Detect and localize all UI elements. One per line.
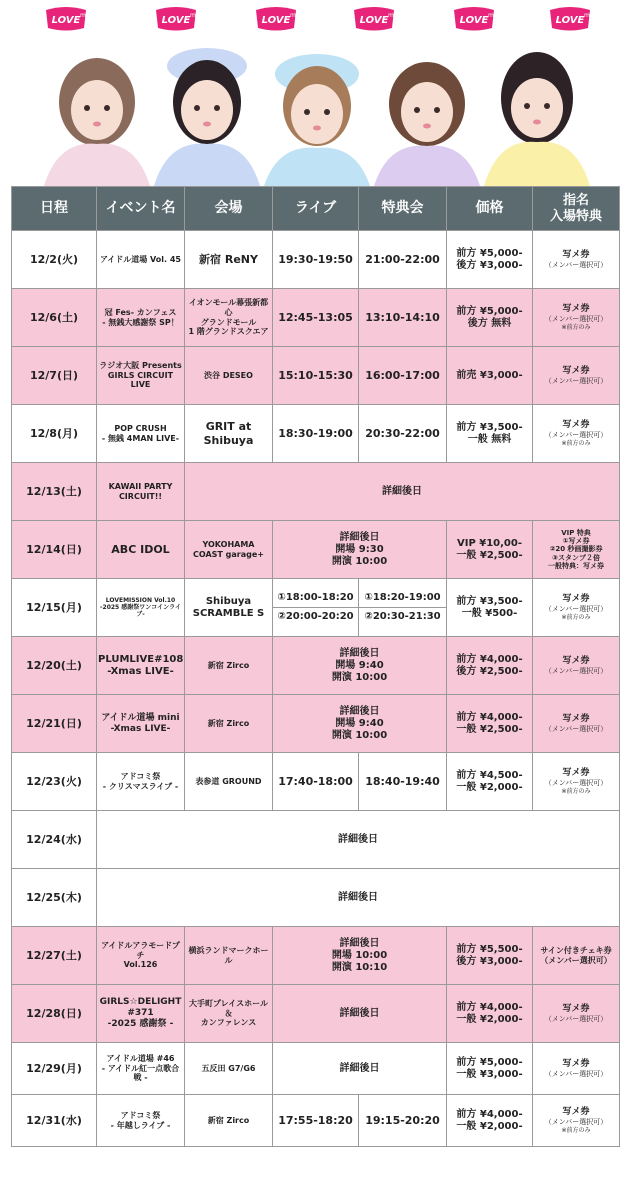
venue-line: YOKOHAMA [202,539,255,549]
price-line: 一般 ¥2,500- [456,723,523,735]
perk-main: 写メ券 [562,594,590,605]
event-line: KAWAII PARTY [108,481,173,491]
price-line: 一般 ¥2,000- [456,1013,523,1025]
event-line: アイドル道場 Vol. 45 [99,254,181,264]
details-line: 開場 9:40 [335,717,384,729]
details-later-cell [273,985,447,1043]
details-later-cell [273,927,447,985]
table-row [12,579,620,637]
date-cell: 12/27(土) [12,927,97,985]
perk-main: 写メ券 [562,1107,590,1118]
perk-cell [533,695,620,753]
logo-text: LOVE [555,15,585,26]
date-cell: 12/14(日) [12,521,97,579]
event-cell [97,231,185,289]
details-line: 詳細後日 [339,937,380,949]
price-line: 前方 ¥3,500- [456,595,523,607]
date-cell: 12/8(月) [12,405,97,463]
bonus-time-cell: 13:10-14:10 [359,289,447,347]
venue-line: 横浜ランドマークホール [188,945,269,965]
perk-sub: （メンバー選択可） [544,666,608,675]
table-row [12,695,620,753]
venue-line: 新宿 Zirco [207,660,250,670]
venue-cell [185,753,273,811]
perk-sub: （メンバー選択可） [544,431,608,440]
event-cell [97,405,185,463]
date-cell: 12/7(日) [12,347,97,405]
perk-sub: （メンバー選択可） [544,605,608,614]
venue-line: 新宿 ReNY [199,252,258,266]
event-line: ラジオ大阪 Presents [99,361,182,371]
logo-sub: me [190,12,200,19]
venue-line: Shibuya [205,595,252,607]
price-line: 一般 ¥3,000- [456,1068,523,1080]
perk-line: VIP 特典 [561,528,591,537]
event-line: GIRLS☆DELIGHT [99,997,182,1008]
perk-cell [533,927,620,985]
event-line: - クリスマスライブ - [102,781,179,791]
perk-line: ③スタンプ２倍 [552,553,600,562]
perk-cell [533,1095,620,1147]
event-line: アイドル道場 mini [101,712,180,723]
brand-logo [448,6,500,32]
venue-cell [185,289,273,347]
logo-sub: me [80,12,90,19]
logo-text: LOVE [261,15,291,26]
price-cell [447,521,533,579]
event-line: GIRLS CIRCUIT LIVE [107,370,174,390]
perk-cell [533,985,620,1043]
perk-main: 写メ券 [562,304,590,315]
bonus-time-cell: 20:30-22:00 [359,405,447,463]
event-line: -2025 感謝祭ワンコインライブ- [100,603,181,619]
brand-logo [544,6,596,32]
logo-sub: me [488,12,498,19]
price-line: 前方 ¥4,500- [456,769,523,781]
schedule-body [12,231,620,1147]
price-line: VIP ¥10,00- [456,537,522,549]
event-line: -2025 感謝祭 - [107,1018,174,1029]
perk-main: 写メ券 [562,713,590,724]
event-cell [97,1043,185,1095]
brand-logo [250,6,302,32]
details-later-cell [273,637,447,695]
perk-main: 写メ券 [562,1003,590,1014]
perk-sub: （メンバー選択可） [544,376,608,385]
price-line: 前方 ¥5,500- [456,943,523,955]
price-cell [447,927,533,985]
details-line: 開演 10:00 [331,555,388,567]
live-time-cell: 19:30-19:50 [273,231,359,289]
event-line: #371 [127,1008,154,1019]
logo-text: LOVE [359,15,389,26]
event-line: - 年越しライブ - [110,1120,171,1130]
header-banner [0,0,631,186]
perk-cell [533,1043,620,1095]
header-bonus: 特典会 [359,187,447,231]
logo-text: LOVE [161,15,191,26]
date-cell: 12/24(水) [12,811,97,869]
price-line: 前方 ¥3,500- [456,421,523,433]
bonus-time-cell: 16:00-17:00 [359,347,447,405]
event-line: 冠 Fes- カンフェス [104,307,177,317]
perk-cell [533,289,620,347]
perk-sub: （メンバー選択可） [544,724,608,733]
venue-line: 大手町プレイスホール＆ [188,999,269,1018]
perk-main: 写メ券 [562,249,590,260]
header-event: イベント名 [97,187,185,231]
price-line: 一般 ¥2,000- [456,781,523,793]
table-row [12,869,620,927]
logo-sub: me [290,12,300,19]
member-photo [148,40,266,186]
event-cell [97,927,185,985]
price-line: 前方 ¥5,000- [456,247,523,259]
event-line: LOVEMISSION Vol.10 [105,596,176,604]
price-line: 前方 ¥4,000- [456,1108,523,1120]
live-time-cell: 17:40-18:00 [273,753,359,811]
live-time-cell: 12:45-13:05 [273,289,359,347]
price-cell [447,347,533,405]
details-later-cell [273,521,447,579]
bonus-time-cell: 19:15-20:20 [359,1095,447,1147]
details-line: 詳細後日 [339,1007,380,1019]
price-cell [447,985,533,1043]
event-cell [97,695,185,753]
perk-main: サイン付きチェキ券 [540,945,612,955]
event-cell [97,289,185,347]
event-cell [97,579,185,637]
logo-text: LOVE [459,15,489,26]
bonus-slot: ②20:30-21:30 [364,611,441,622]
venue-line: 1 階グランドスクエア [188,327,269,337]
venue-cell [185,695,273,753]
perk-main: 写メ券 [562,1058,590,1069]
venue-line: 渋谷 DESEO [204,370,253,380]
perk-sub: （メンバー選択可） [544,779,608,788]
venue-cell [185,231,273,289]
event-cell [97,637,185,695]
details-line: 詳細後日 [339,705,380,717]
header-venue: 会場 [185,187,273,231]
date-cell: 12/28(日) [12,985,97,1043]
perk-cell [533,753,620,811]
perk-sub: （メンバー選択可） [540,955,612,965]
event-line: PLUMLIVE#108 [98,653,184,665]
logo-strip [0,6,631,36]
perk-main: 写メ券 [562,768,590,779]
price-cell [447,289,533,347]
table-row [12,637,620,695]
logo-sub: me [388,12,398,19]
date-cell: 12/21(日) [12,695,97,753]
perk-cell [533,405,620,463]
event-cell [97,753,185,811]
table-row [12,985,620,1043]
price-line: 一般 ¥2,000- [456,1120,523,1132]
event-cell [97,463,185,521]
event-cell [97,347,185,405]
price-line: 前方 ¥5,000- [456,305,523,317]
live-slot: ②20:00-20:20 [277,611,354,622]
date-cell: 12/23(火) [12,753,97,811]
bonus-time-cell: 21:00-22:00 [359,231,447,289]
table-row [12,231,620,289]
perk-sub: （メンバー選択可） [544,315,608,324]
bonus-time-cell [359,579,447,637]
perk-sub: （メンバー選択可） [544,1014,608,1023]
details-line: 詳細後日 [339,647,380,659]
event-line: アドコミ祭 [120,1110,161,1120]
price-line: 一般 ¥2,500- [456,549,523,561]
event-line: - アイドル紅一点歌合戦 - [101,1063,180,1083]
venue-cell [185,405,273,463]
price-line: 前売 ¥3,000- [456,369,523,381]
price-line: 後方 ¥2,500- [456,665,523,677]
live-slot: ①18:00-18:20 [273,589,358,608]
venue-cell [185,985,273,1043]
perk-line: 一般特典：写メ券 [548,562,604,571]
price-cell [447,1043,533,1095]
table-row [12,347,620,405]
member-photo [258,40,376,186]
venue-line: SCRAMBLE S [192,607,265,619]
header-price: 価格 [447,187,533,231]
header-date: 日程 [12,187,97,231]
price-line: 前方 ¥4,000- [456,653,523,665]
brand-logo [40,6,92,32]
live-time-cell [273,579,359,637]
header-perk-line2: 入場特典 [549,208,602,224]
perk-sub: （メンバー選択可） [544,1118,608,1127]
details-later-cell [273,695,447,753]
details-line: 詳細後日 [339,1062,380,1074]
event-line: -Xmas LIVE- [110,723,171,734]
price-line: 一般 無料 [467,433,512,445]
price-cell [447,579,533,637]
details-later-cell: 詳細後日 [97,869,620,927]
date-cell: 12/29(月) [12,1043,97,1095]
table-row [12,753,620,811]
perk-cell [533,231,620,289]
price-cell [447,231,533,289]
perk-main: 写メ券 [562,655,590,666]
venue-line: 新宿 Zirco [207,718,250,728]
price-line: 前方 ¥5,000- [456,1056,523,1068]
price-cell [447,753,533,811]
perk-note: ※前方のみ [561,613,591,621]
venue-cell [185,347,273,405]
live-time-cell: 15:10-15:30 [273,347,359,405]
event-line: CIRCUIT!! [118,491,163,501]
details-line: 詳細後日 [339,531,380,543]
table-row [12,463,620,521]
event-line: POP CRUSH [114,423,167,433]
table-row [12,521,620,579]
table-row [12,927,620,985]
table-header-row [12,187,620,231]
event-cell [97,985,185,1043]
event-line: アイドルアラモードプチ [101,941,180,960]
venue-cell [185,521,273,579]
table-row [12,811,620,869]
header-perk-line1: 指名 [562,192,589,208]
header-perk [533,187,620,231]
logo-sub: me [584,12,594,19]
date-cell: 12/6(土) [12,289,97,347]
perk-note: ※前方のみ [561,1126,591,1134]
price-line: 後方 ¥3,000- [456,259,523,271]
live-time-cell: 18:30-19:00 [273,405,359,463]
venue-cell [185,1095,273,1147]
event-line: -Xmas LIVE- [107,665,174,677]
event-line: Vol.126 [123,960,158,970]
venue-cell [185,579,273,637]
event-line: アドコミ祭 [120,771,161,781]
date-cell: 12/15(月) [12,579,97,637]
bonus-time-cell: 18:40-19:40 [359,753,447,811]
live-time-cell: 17:55-18:20 [273,1095,359,1147]
date-cell: 12/25(木) [12,869,97,927]
details-line: 開場 10:00 [331,949,388,961]
price-line: 前方 ¥4,000- [456,1001,523,1013]
details-line: 開場 9:40 [335,659,384,671]
price-line: 後方 無料 [467,317,512,329]
table-row [12,1043,620,1095]
date-cell: 12/31(水) [12,1095,97,1147]
details-later-cell [273,1043,447,1095]
venue-line: 表参道 GROUND [195,776,262,786]
perk-note: ※前方のみ [561,787,591,795]
table-row [12,1095,620,1147]
price-line: 一般 ¥500- [461,607,518,619]
perk-cell [533,637,620,695]
brand-logo [150,6,202,32]
perk-note: ※前方のみ [561,323,591,331]
price-cell [447,695,533,753]
bonus-slot: ①18:20-19:00 [359,589,446,608]
perk-cell [533,579,620,637]
venue-cell [185,1043,273,1095]
venue-line: GRIT at [205,420,252,434]
perk-cell [533,347,620,405]
schedule-table [11,186,620,1147]
event-cell [97,521,185,579]
details-later-cell: 詳細後日 [185,463,620,521]
venue-line: Shibuya [203,433,254,447]
venue-line: COAST garage+ [193,549,264,559]
perk-main: 写メ券 [562,365,590,376]
perk-cell [533,521,620,579]
member-photo [368,40,486,186]
price-line: 前方 ¥4,000- [456,711,523,723]
price-cell [447,637,533,695]
venue-line: 新宿 Zirco [207,1115,250,1125]
venue-line: グランドモール [200,317,257,327]
perk-main: 写メ券 [562,420,590,431]
details-line: 開演 10:00 [331,671,388,683]
venue-line: 五反田 G7/G6 [201,1063,256,1073]
perk-sub: （メンバー選択可） [544,260,608,269]
venue-cell [185,637,273,695]
event-line: - 無銭 4MAN LIVE- [101,433,180,443]
event-cell [97,1095,185,1147]
member-photo [478,40,596,186]
price-cell [447,1095,533,1147]
table-row [12,289,620,347]
event-line: - 無銭大感謝祭 SP！ [102,317,179,327]
perk-line: ②20 秒画撮影券 [549,545,603,554]
event-line: ABC IDOL [111,542,170,556]
date-cell: 12/20(土) [12,637,97,695]
member-photo [38,40,156,186]
table-row [12,405,620,463]
details-line: 開場 9:30 [335,543,384,555]
member-photo-group [38,40,598,186]
details-later-cell: 詳細後日 [97,811,620,869]
details-line: 開演 10:00 [331,729,388,741]
date-cell: 12/2(火) [12,231,97,289]
price-line: 後方 ¥3,000- [456,955,523,967]
perk-line: ①写メ券 [562,536,590,545]
details-line: 開演 10:10 [331,961,388,973]
venue-line: カンファレンス [200,1018,257,1028]
venue-line: イオンモール幕張新都心 [188,298,269,317]
date-cell: 12/13(土) [12,463,97,521]
header-live: ライブ [273,187,359,231]
logo-text: LOVE [51,15,81,26]
event-line: アイドル道場 #46 [106,1054,175,1064]
price-cell [447,405,533,463]
perk-sub: （メンバー選択可） [544,1069,608,1078]
perk-note: ※前方のみ [561,439,591,447]
venue-cell [185,927,273,985]
brand-logo [348,6,400,32]
